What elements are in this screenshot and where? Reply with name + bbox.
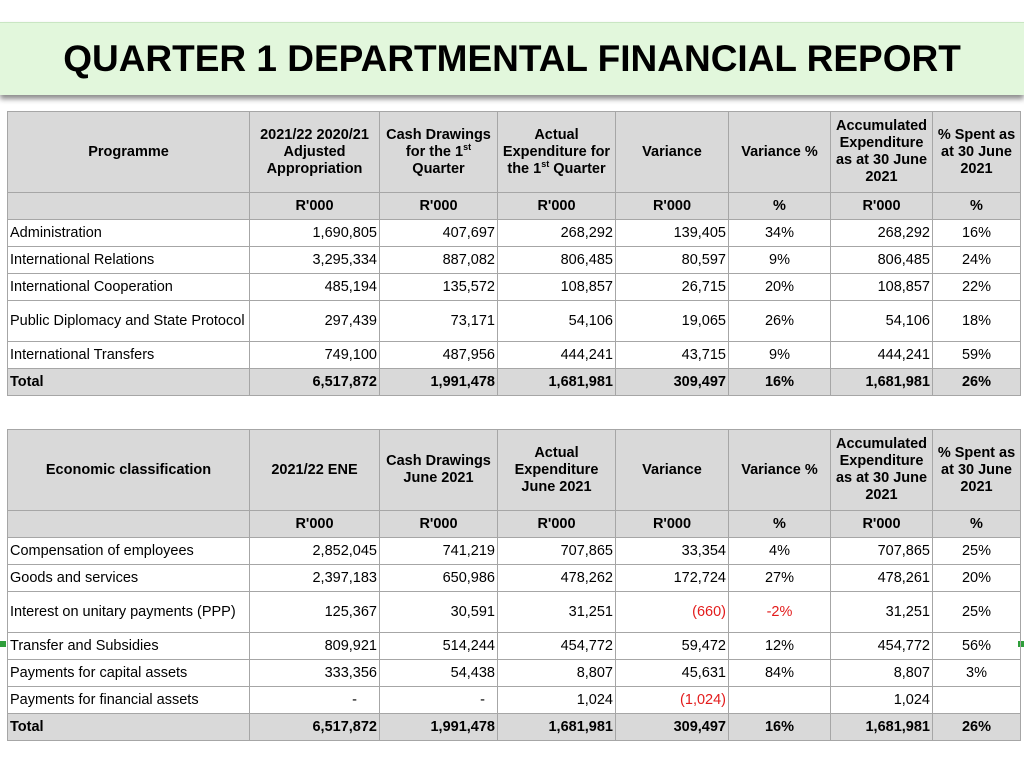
table-row (8, 660, 1021, 687)
cell-actual: 8,807 (498, 660, 616, 687)
cell-accumulated: 806,485 (831, 247, 933, 274)
row-name: Payments for capital assets (8, 660, 250, 687)
cell-variance: 19,065 (616, 301, 729, 342)
programme-table (7, 111, 1021, 396)
unit-cell: R'000 (831, 511, 933, 538)
row-name: Payments for financial assets (8, 687, 250, 714)
col-actual-sup: st (541, 158, 550, 169)
table-row (8, 342, 1021, 369)
row-name: Administration (8, 220, 250, 247)
cell-accumulated: 8,807 (831, 660, 933, 687)
cell-ene: 125,367 (250, 592, 380, 633)
cell-variance-pct: 12% (729, 633, 831, 660)
col-cash-drawings-text: Cash Drawings for the 1 (386, 126, 491, 160)
slide-marker-left (0, 641, 6, 647)
cell-appropriation: 1,690,805 (250, 220, 380, 247)
col-cash-drawings: Cash Drawings June 2021 (380, 430, 498, 511)
cell-accumulated: 268,292 (831, 220, 933, 247)
economic-classification-table (7, 429, 1021, 741)
cell-cash: 650,986 (380, 565, 498, 592)
cell-variance: 45,631 (616, 660, 729, 687)
cell-actual: 454,772 (498, 633, 616, 660)
col-actual-expenditure: Actual Expenditure June 2021 (498, 430, 616, 511)
col-actual-expenditure (498, 112, 616, 193)
cell-variance: 33,354 (616, 538, 729, 565)
unit-cell: R'000 (250, 511, 380, 538)
total-variance: 309,497 (616, 714, 729, 741)
cell-spent: 59% (933, 342, 1021, 369)
cell-variance: 43,715 (616, 342, 729, 369)
table-row (8, 633, 1021, 660)
table-row (8, 220, 1021, 247)
col-cash-drawings-tail: Quarter (412, 160, 465, 177)
total-appropriation: 6,517,872 (250, 369, 380, 396)
col-variance: Variance (616, 112, 729, 193)
unit-cell: R'000 (616, 193, 729, 220)
cell-ene: 2,397,183 (250, 565, 380, 592)
cell-variance: 172,724 (616, 565, 729, 592)
cell-variance: 59,472 (616, 633, 729, 660)
cell-variance-pct: 27% (729, 565, 831, 592)
cell-accumulated: 31,251 (831, 592, 933, 633)
cell-variance-pct-negative: -2% (729, 592, 831, 633)
cell-appropriation: 3,295,334 (250, 247, 380, 274)
cell-accumulated: 1,024 (831, 687, 933, 714)
row-name: International Relations (8, 247, 250, 274)
total-accumulated: 1,681,981 (831, 714, 933, 741)
col-actual-tail: Quarter (549, 160, 606, 177)
unit-cell: R'000 (498, 193, 616, 220)
cell-cash: 54,438 (380, 660, 498, 687)
cell-ene: 2,852,045 (250, 538, 380, 565)
total-label: Total (8, 369, 250, 396)
cell-appropriation: 749,100 (250, 342, 380, 369)
cell-ene: 809,921 (250, 633, 380, 660)
cell-variance: 26,715 (616, 274, 729, 301)
unit-cell: % (933, 193, 1021, 220)
unit-cell-blank (8, 193, 250, 220)
cell-spent: 24% (933, 247, 1021, 274)
title-bar (0, 22, 1024, 95)
col-variance-pct: Variance % (729, 112, 831, 193)
cell-variance-pct: 26% (729, 301, 831, 342)
total-label: Total (8, 714, 250, 741)
cell-variance-pct: 9% (729, 247, 831, 274)
col-accumulated: Accumulated Expenditure as at 30 June 2021 (831, 112, 933, 193)
cell-cash: 73,171 (380, 301, 498, 342)
cell-spent: 20% (933, 565, 1021, 592)
cell-actual: 54,106 (498, 301, 616, 342)
cell-actual: 31,251 (498, 592, 616, 633)
cell-actual: 1,024 (498, 687, 616, 714)
unit-cell: % (933, 511, 1021, 538)
cell-accumulated: 54,106 (831, 301, 933, 342)
cell-ene: - (250, 687, 380, 714)
total-row (8, 369, 1021, 396)
table-row (8, 301, 1021, 342)
col-ene: 2021/22 ENE (250, 430, 380, 511)
col-accumulated: Accumulated Expenditure as at 30 June 2021 (831, 430, 933, 511)
col-spent: % Spent as at 30 June 2021 (933, 112, 1021, 193)
unit-cell: % (729, 193, 831, 220)
col-variance-pct: Variance % (729, 430, 831, 511)
row-name: International Transfers (8, 342, 250, 369)
cell-variance-pct (729, 687, 831, 714)
table-row (8, 538, 1021, 565)
cell-spent: 25% (933, 592, 1021, 633)
cell-variance-negative: (1,024) (616, 687, 729, 714)
cell-ene: 333,356 (250, 660, 380, 687)
total-ene: 6,517,872 (250, 714, 380, 741)
cell-actual: 707,865 (498, 538, 616, 565)
table-row (8, 274, 1021, 301)
unit-cell-blank (8, 511, 250, 538)
total-variance-pct: 16% (729, 714, 831, 741)
table-row (8, 592, 1021, 633)
cell-variance: 139,405 (616, 220, 729, 247)
row-name: Transfer and Subsidies (8, 633, 250, 660)
cell-cash: 30,591 (380, 592, 498, 633)
col-cash-drawings-sup: st (463, 141, 472, 152)
cell-spent: 22% (933, 274, 1021, 301)
col-appropriation: 2021/22 2020/21 Adjusted Appropriation (250, 112, 380, 193)
col-programme: Programme (8, 112, 250, 193)
cell-actual: 108,857 (498, 274, 616, 301)
unit-cell: R'000 (250, 193, 380, 220)
cell-spent: 18% (933, 301, 1021, 342)
cell-variance-pct: 84% (729, 660, 831, 687)
unit-cell: R'000 (831, 193, 933, 220)
col-classification: Economic classification (8, 430, 250, 511)
total-variance: 309,497 (616, 369, 729, 396)
cell-spent: 25% (933, 538, 1021, 565)
total-cash: 1,991,478 (380, 714, 498, 741)
table-row (8, 687, 1021, 714)
col-spent: % Spent as at 30 June 2021 (933, 430, 1021, 511)
cell-actual: 268,292 (498, 220, 616, 247)
cell-spent: 56% (933, 633, 1021, 660)
cell-cash: 887,082 (380, 247, 498, 274)
cell-variance-pct: 34% (729, 220, 831, 247)
cell-variance-pct: 20% (729, 274, 831, 301)
header-row (8, 430, 1021, 511)
unit-cell: R'000 (616, 511, 729, 538)
row-name: Goods and services (8, 565, 250, 592)
cell-variance-negative: (660) (616, 592, 729, 633)
unit-cell: R'000 (498, 511, 616, 538)
unit-cell: R'000 (380, 511, 498, 538)
total-actual: 1,681,981 (498, 714, 616, 741)
row-name: Interest on unitary payments (PPP) (8, 592, 250, 633)
cell-actual: 806,485 (498, 247, 616, 274)
cell-variance: 80,597 (616, 247, 729, 274)
cell-cash: 514,244 (380, 633, 498, 660)
total-row (8, 714, 1021, 741)
cell-spent (933, 687, 1021, 714)
header-row (8, 112, 1021, 193)
unit-cell: R'000 (380, 193, 498, 220)
total-variance-pct: 16% (729, 369, 831, 396)
row-name: Compensation of employees (8, 538, 250, 565)
cell-cash: - (380, 687, 498, 714)
cell-cash: 741,219 (380, 538, 498, 565)
total-spent: 26% (933, 714, 1021, 741)
unit-row (8, 511, 1021, 538)
total-actual: 1,681,981 (498, 369, 616, 396)
cell-spent: 3% (933, 660, 1021, 687)
cell-appropriation: 485,194 (250, 274, 380, 301)
cell-accumulated: 478,261 (831, 565, 933, 592)
cell-accumulated: 454,772 (831, 633, 933, 660)
table-row (8, 565, 1021, 592)
cell-variance-pct: 9% (729, 342, 831, 369)
cell-cash: 407,697 (380, 220, 498, 247)
table-row (8, 247, 1021, 274)
cell-cash: 487,956 (380, 342, 498, 369)
cell-accumulated: 707,865 (831, 538, 933, 565)
cell-actual: 478,262 (498, 565, 616, 592)
cell-accumulated: 108,857 (831, 274, 933, 301)
total-accumulated: 1,681,981 (831, 369, 933, 396)
page-title: QUARTER 1 DEPARTMENTAL FINANCIAL REPORT (63, 38, 961, 79)
row-name: International Cooperation (8, 274, 250, 301)
unit-row (8, 193, 1021, 220)
cell-cash: 135,572 (380, 274, 498, 301)
row-name: Public Diplomacy and State Protocol (8, 301, 250, 342)
total-spent: 26% (933, 369, 1021, 396)
cell-spent: 16% (933, 220, 1021, 247)
cell-appropriation: 297,439 (250, 301, 380, 342)
unit-cell: % (729, 511, 831, 538)
col-actual-text: Actual Expenditure for the 1 (502, 126, 611, 177)
col-variance: Variance (616, 430, 729, 511)
cell-actual: 444,241 (498, 342, 616, 369)
cell-variance-pct: 4% (729, 538, 831, 565)
total-cash: 1,991,478 (380, 369, 498, 396)
col-cash-drawings (380, 112, 498, 193)
cell-accumulated: 444,241 (831, 342, 933, 369)
